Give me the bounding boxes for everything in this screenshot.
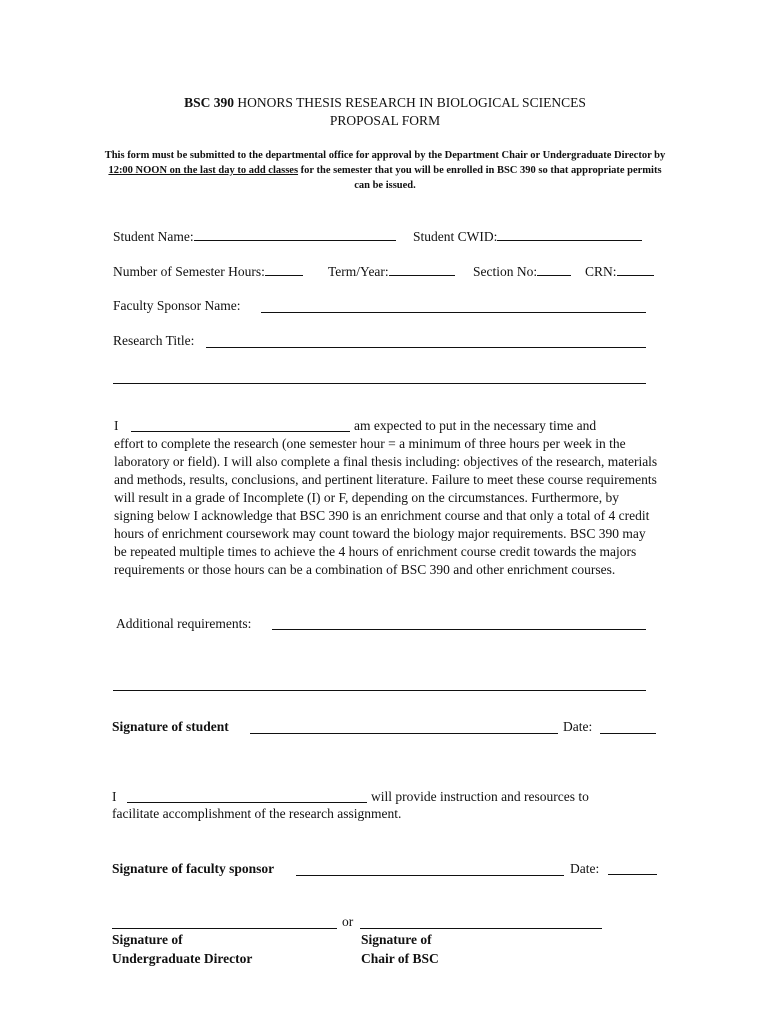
deadline-text: 12:00 NOON on the last day to add classes (108, 165, 299, 176)
sponsor-signature-label: Signature of faculty sponsor (112, 861, 275, 876)
research-title-blank-line2[interactable] (113, 383, 646, 384)
sponsor-date-blank[interactable] (608, 874, 657, 875)
sponsor-name-blank[interactable] (127, 802, 367, 803)
term-year-blank[interactable] (389, 262, 455, 276)
sponsor-statement-line2: facilitate accomplishment of the research assignment. (112, 806, 402, 821)
semester-hours-label: Number of Semester Hours: (113, 264, 265, 279)
agreement-first-line: I (114, 418, 119, 433)
section-no-field (473, 262, 571, 280)
form-subtitle: PROPOSAL FORM (329, 113, 441, 128)
student-signature-label: Signature of student (112, 719, 229, 734)
director-signature-blank[interactable] (112, 928, 337, 929)
student-name-label: Student Name: (113, 229, 194, 244)
chair-signature-blank[interactable] (360, 928, 602, 929)
term-year-label: Term/Year: (328, 264, 389, 279)
or-text: or (342, 914, 354, 929)
semester-hours-blank[interactable] (265, 262, 303, 276)
student-date-blank[interactable] (600, 733, 656, 734)
additional-requirements-label: Additional requirements: (116, 616, 252, 631)
sponsor-signature-blank[interactable] (296, 875, 564, 876)
crn-blank[interactable] (617, 262, 654, 276)
sponsor-date-label: Date: (570, 861, 600, 876)
section-no-label: Section No: (473, 264, 538, 279)
crn-label: CRN: (585, 264, 617, 279)
student-name-agreement-blank[interactable] (131, 431, 350, 432)
sponsor-statement-start: I (112, 789, 117, 804)
additional-requirements-blank[interactable] (272, 629, 646, 630)
faculty-sponsor-field (113, 298, 241, 314)
sponsor-statement-rest: will provide instruction and resources to (371, 789, 589, 804)
submission-notice: This form must be submitted to the departmental office for approval by the Department Chair or Undergraduate Director by 12:00 NOON on the last day to add classes for the semester that you will be enrolled in BSC 390 so that appropriate permits can be issued. (104, 150, 666, 191)
faculty-sponsor-label: Faculty Sponsor Name: (113, 298, 241, 313)
agreement-paragraph: effort to complete the research (one semester hour = a minimum of three hours per week in the laboratory or field). I will also complete a final thesis including: objectives of the research, materials and methods, results, conclusions, and pertinent literature. Failure to meet these course requirements will result in a grade of Incomplete (I) or F, depending on the circumstances. Furthermore, by signing below I acknowledge that BSC 390 is an enrichment course and that only a total of 4 credit hours of enrichment coursework may count toward the biology major requirements. BSC 390 may be repeated multiple times to achieve the 4 hours of enrichment course credit towards the majors requirements or those hours can be a combination of BSC 390 and other enrichment courses. (114, 436, 658, 577)
director-signature-label-2: Undergraduate Director (112, 951, 253, 966)
research-title-blank[interactable] (206, 347, 646, 348)
student-cwid-field (413, 227, 642, 245)
semester-hours-field (113, 262, 303, 280)
course-code: BSC 390 (184, 95, 235, 110)
student-date-label: Date: (563, 719, 593, 734)
student-signature-blank[interactable] (250, 733, 558, 734)
term-year-field (328, 262, 455, 280)
chair-signature-label-2: Chair of BSC (361, 951, 439, 966)
research-title-field (113, 333, 194, 349)
student-name-field (113, 227, 396, 245)
crn-field (585, 262, 654, 280)
director-signature-label-1: Signature of (112, 932, 183, 947)
faculty-sponsor-blank[interactable] (261, 312, 646, 313)
title-text: HONORS THESIS RESEARCH IN BIOLOGICAL SCIENCES (234, 95, 586, 110)
student-cwid-label: Student CWID: (413, 229, 498, 244)
chair-signature-label-1: Signature of (361, 932, 432, 947)
student-name-blank[interactable] (194, 227, 396, 241)
additional-requirements-blank-line2[interactable] (113, 690, 646, 691)
section-no-blank[interactable] (537, 262, 571, 276)
form-title (0, 94, 770, 112)
student-cwid-blank[interactable] (497, 227, 642, 241)
research-title-label: Research Title: (113, 333, 195, 348)
agreement-first-line-rest: am expected to put in the necessary time and (354, 418, 597, 433)
